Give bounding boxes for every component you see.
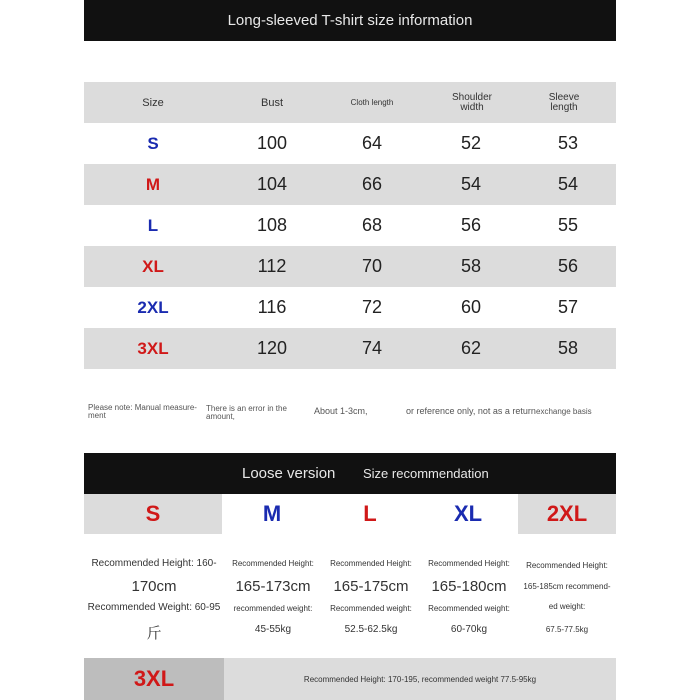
table-row: [84, 328, 616, 369]
table-row: [84, 205, 616, 246]
recommend-details-row: [84, 534, 616, 658]
rec-detail-l: [322, 534, 420, 658]
rec-detail-2xl: [518, 534, 616, 658]
rec-height-label: Recommended Height: 160-: [91, 558, 217, 569]
shoulder-width-cell: 56: [460, 215, 482, 235]
note-part-5: exchange basis: [536, 407, 592, 416]
rec-weight-label: Recommended Weight: 60-95: [87, 602, 221, 613]
sleeve-length-cell: 55: [557, 215, 579, 235]
bust-cell: 116: [257, 297, 287, 317]
recommend-size-row: [84, 494, 616, 534]
loose-subtitle: Size recommendation: [363, 466, 489, 481]
size-cell: S: [147, 133, 159, 153]
size-cell: 3XL: [137, 338, 169, 358]
measurement-note: [84, 371, 616, 453]
rec-height-value: 165-175cm: [333, 578, 409, 595]
header-size: Size: [142, 96, 164, 109]
rec-weight-label: ed weight:: [548, 602, 586, 611]
table-row: [84, 164, 616, 205]
size-cell: XL: [142, 256, 164, 276]
rec-3xl-text: Recommended Height: 170-195, recommended weight 77.5-95kg: [303, 674, 537, 684]
rec-weight-label: Recommended weight:: [428, 604, 510, 613]
rec-size-m: M: [224, 494, 320, 534]
bust-cell: 100: [256, 133, 288, 153]
rec-height-value: 165-185cm recommend-: [523, 582, 611, 591]
shoulder-width-cell: 60: [460, 297, 482, 317]
note-part-2: There is an error in the amount,: [206, 404, 287, 421]
header-cloth-length: Cloth length: [350, 97, 394, 107]
table-row: [84, 287, 616, 328]
sleeve-length-cell: 56: [557, 256, 579, 276]
rec-size-l: L: [322, 494, 418, 534]
table-row: [84, 123, 616, 164]
rec-detail-s: [84, 534, 224, 658]
sleeve-length-cell: 57: [557, 297, 579, 317]
rec-weight-value: 60-70kg: [450, 624, 488, 635]
rec-size-2xl: 2XL: [518, 494, 616, 534]
rec-size-3xl: 3XL: [84, 658, 224, 700]
bust-cell: 112: [257, 256, 287, 276]
sleeve-length-cell: 53: [557, 133, 579, 153]
cloth-length-cell: 70: [361, 256, 383, 276]
rec-weight-value: 45-55kg: [254, 624, 292, 635]
rec-weight-value: 52.5-62.5kg: [344, 624, 398, 635]
rec-height-label: Recommended Height:: [526, 561, 608, 570]
rec-height-label: Recommended Height:: [232, 559, 314, 568]
rec-height-label: Recommended Height:: [330, 559, 412, 568]
bust-cell: 108: [256, 215, 288, 235]
rec-size-s: S: [84, 494, 222, 534]
shoulder-width-cell: 62: [460, 338, 482, 358]
blank-row: [84, 41, 616, 82]
rec-weight-label: Recommended weight:: [330, 604, 412, 613]
rec-weight-label: recommended weight:: [233, 604, 313, 613]
sleeve-length-cell: 54: [557, 174, 579, 194]
header-sleeve-length: Sleeve length: [548, 91, 580, 113]
shoulder-width-cell: 54: [460, 174, 482, 194]
sleeve-length-cell: 58: [557, 338, 579, 358]
rec-height-value: 170cm: [131, 578, 177, 595]
rec-detail-m: [224, 534, 322, 658]
note-part-1: Please note: Manual measure-ment: [88, 403, 197, 420]
rec-3xl-row: [84, 658, 616, 700]
size-cell: 2XL: [137, 297, 169, 317]
loose-title: Loose version: [242, 465, 336, 482]
note-part-3: About 1-3cm,: [314, 406, 368, 416]
cloth-length-cell: 74: [361, 338, 383, 358]
rec-size-xl: XL: [420, 494, 516, 534]
shoulder-width-cell: 58: [460, 256, 482, 276]
bust-cell: 104: [256, 174, 288, 194]
rec-weight-value: 斤: [146, 625, 162, 642]
header-shoulder-width: Shoulder width: [451, 91, 493, 113]
rec-height-value: 165-173cm: [235, 578, 311, 595]
rec-detail-xl: [420, 534, 518, 658]
table-header: [84, 82, 616, 123]
size-cell: L: [147, 215, 159, 235]
title-bar: [84, 0, 616, 41]
page-title: Long-sleeved T-shirt size information: [227, 12, 473, 29]
rec-weight-value: 67.5-77.5kg: [545, 625, 589, 634]
loose-version-bar: [84, 453, 616, 494]
cloth-length-cell: 66: [361, 174, 383, 194]
note-part-4: or reference only, not as a return: [406, 406, 536, 416]
rec-height-value: 165-180cm: [431, 578, 507, 595]
shoulder-width-cell: 52: [460, 133, 482, 153]
cloth-length-cell: 72: [361, 297, 383, 317]
cloth-length-cell: 68: [361, 215, 383, 235]
cloth-length-cell: 64: [361, 133, 383, 153]
header-bust: Bust: [260, 96, 283, 109]
rec-height-label: Recommended Height:: [428, 559, 510, 568]
table-row: [84, 246, 616, 287]
bust-cell: 120: [256, 338, 288, 358]
size-cell: M: [145, 174, 161, 194]
